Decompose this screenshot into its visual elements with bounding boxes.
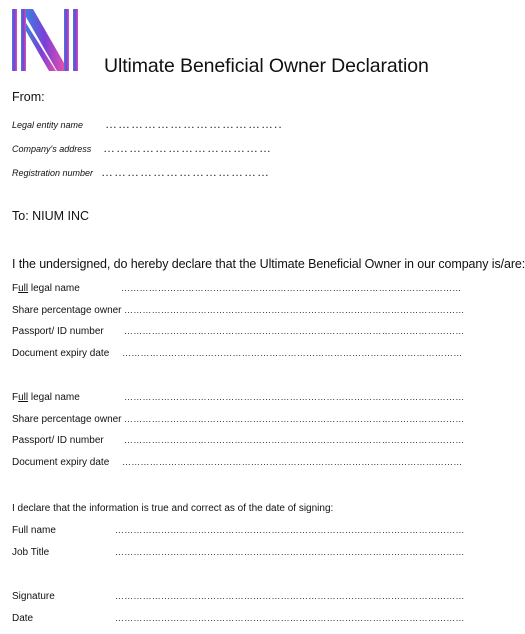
owner2-full-legal-name-field[interactable]: ………………………………………………………………………………………………… [124,392,465,402]
owner1-share-percentage-field[interactable]: ………………………………………………………………………………………………… [124,305,465,315]
document-title: Ultimate Beneficial Owner Declaration [104,55,429,77]
owner2-passport-id-row [12,435,465,451]
owner2-share-percentage-row [12,414,465,430]
signer-job-title-field[interactable]: …………………………………………………………………………………………………… [115,547,465,557]
owner2-full-legal-name-row [12,392,465,408]
owner2-passport-id-field[interactable]: ………………………………………………………………………………………………… [124,435,465,445]
company-address-row [12,141,272,157]
owner1-passport-id-field[interactable]: ………………………………………………………………………………………………… [124,326,465,336]
owner2-document-expiry-row [12,457,463,473]
recipient-label: To: NIUM INC [12,209,90,223]
date-row [12,613,465,629]
passport-id-label: Passport/ ID number [12,326,104,337]
company-address-field[interactable]: ………………………………… [103,141,272,155]
share-percentage-label: Share percentage owner [12,414,122,425]
nium-logo [12,7,78,73]
date-label: Date [12,613,34,624]
owner1-passport-id-row [12,326,465,342]
full-legal-name-label: Full legal name [12,392,80,403]
from-label: From: [12,90,45,104]
registration-number-field[interactable]: ………………………………… [101,165,270,179]
date-field[interactable]: …………………………………………………………………………………………………… [115,613,465,623]
registration-number-label: Registration number [12,168,94,178]
signer-full-name-row [12,525,465,541]
owner2-share-percentage-field[interactable]: ………………………………………………………………………………………………… [124,414,465,424]
owner1-full-legal-name-field[interactable]: ………………………………………………………………………………………………… [121,283,462,293]
signer-full-name-field[interactable]: …………………………………………………………………………………………………… [115,525,465,535]
passport-id-label: Passport/ ID number [12,435,104,446]
legal-entity-name-row [12,117,283,133]
document-expiry-label: Document expiry date [12,457,110,468]
confirmation-statement: I declare that the information is true and correct as of the date of signing: [12,503,334,514]
signer-job-title-row [12,547,465,563]
share-percentage-label: Share percentage owner [12,305,122,316]
signer-full-name-label: Full name [12,525,56,536]
owner1-document-expiry-row [12,348,463,364]
document-expiry-label: Document expiry date [12,348,110,359]
legal-entity-name-label: Legal entity name [12,120,84,130]
legal-entity-name-field[interactable]: ………………………………….. [105,117,283,131]
signature-field[interactable]: …………………………………………………………………………………………………… [115,591,465,601]
signature-label: Signature [12,591,55,602]
declaration-statement: I the undersigned, do hereby declare that the Ultimate Beneficial Owner in our company is/are: [12,257,525,271]
owner1-document-expiry-field[interactable]: ………………………………………………………………………………………………… [122,348,463,358]
company-address-label: Company's address [12,144,92,154]
full-legal-name-label: Full legal name [12,283,80,294]
signature-row [12,591,465,607]
owner1-share-percentage-row [12,305,465,321]
owner1-full-legal-name-row [12,283,462,299]
signer-job-title-label: Job Title [12,547,50,558]
owner2-document-expiry-field[interactable]: ………………………………………………………………………………………………… [122,457,463,467]
registration-number-row [12,165,270,181]
